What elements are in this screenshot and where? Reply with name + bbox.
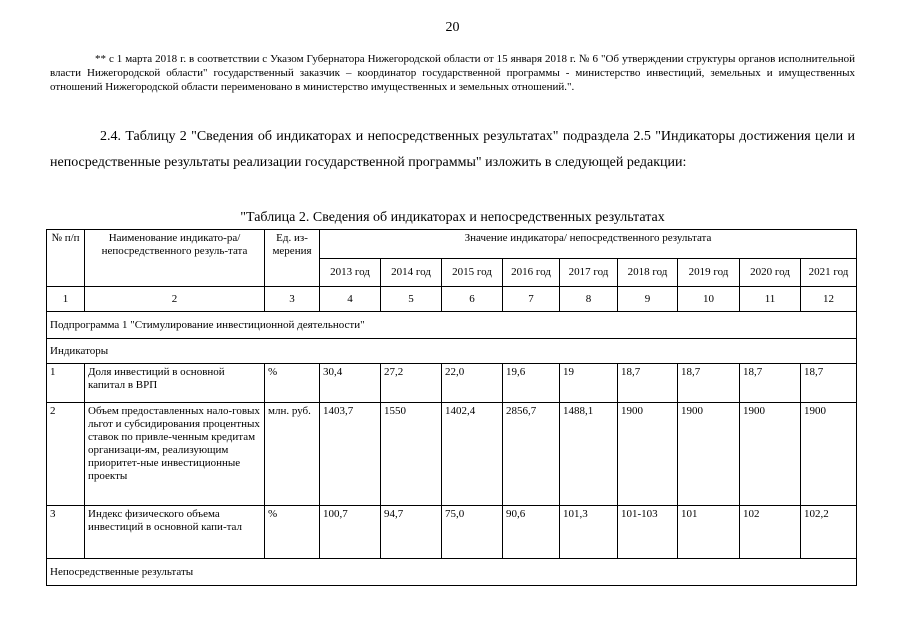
column-number: 10 — [678, 287, 740, 312]
row-value: 18,7 — [618, 364, 678, 403]
row-num: 2 — [47, 403, 85, 506]
row-value: 1900 — [740, 403, 801, 506]
row-value: 1550 — [381, 403, 442, 506]
row-value: 1900 — [801, 403, 857, 506]
row-num: 1 — [47, 364, 85, 403]
row-value: 1900 — [678, 403, 740, 506]
header-year: 2020 год — [740, 259, 801, 287]
row-name: Индекс физического объема инвестиций в основной капи-тал — [85, 506, 265, 559]
footnote: ** с 1 марта 2018 г. в соответствии с Указом Губернатора Нижегородской области от 15 января 2018 г. № 6 "Об утверждении структуры органов исполнительной власти Нижегородской области" государственный заказчик – координатор государственной программы - министерство инвестиций, земельных и имущественных отношений Нижегородской области переименовано в министерство имущественных и земельных отношений.". — [50, 53, 855, 93]
column-number: 8 — [560, 287, 618, 312]
column-number: 6 — [442, 287, 503, 312]
row-name: Объем предоставленных нало-говых льгот и субсидирования процентных ставок по привле-ченным кредитам организаци-ям, реализующим приоритет-ные инвестиционные проекты — [85, 403, 265, 506]
column-number: 3 — [265, 287, 320, 312]
column-number: 9 — [618, 287, 678, 312]
row-value: 30,4 — [320, 364, 381, 403]
header-year: 2013 год — [320, 259, 381, 287]
section-results: Непосредственные результаты — [47, 559, 857, 586]
row-value: 102 — [740, 506, 801, 559]
row-value: 2856,7 — [503, 403, 560, 506]
header-year: 2021 год — [801, 259, 857, 287]
row-value: 18,7 — [678, 364, 740, 403]
header-year: 2018 год — [618, 259, 678, 287]
table-title: "Таблица 2. Сведения об индикаторах и непосредственных результатах — [240, 210, 665, 225]
section-indicators: Индикаторы — [47, 339, 857, 364]
row-value: 1900 — [618, 403, 678, 506]
table-row — [47, 364, 857, 403]
row-name: Доля инвестиций в основной капитал в ВРП — [85, 364, 265, 403]
row-value: 1402,4 — [442, 403, 503, 506]
row-value: 19,6 — [503, 364, 560, 403]
header-value-group: Значение индикатора/ непосредственного результата — [320, 230, 857, 259]
header-year: 2016 год — [503, 259, 560, 287]
page-number: 20 — [445, 20, 460, 35]
table-row — [47, 506, 857, 559]
column-number: 12 — [801, 287, 857, 312]
header-year: 2019 год — [678, 259, 740, 287]
section-row-indicators — [47, 339, 857, 364]
row-value: 18,7 — [801, 364, 857, 403]
row-unit: % — [265, 364, 320, 403]
row-value: 1488,1 — [560, 403, 618, 506]
amendment-paragraph: 2.4. Таблицу 2 "Сведения об индикаторах и непосредственных результатах" подраздела 2.5 "Индикаторы достижения цели и непосредственные результаты реализации государственной программы" изложить в следующей редакции: — [50, 129, 855, 170]
row-value: 100,7 — [320, 506, 381, 559]
header-num: № п/п — [47, 230, 85, 287]
column-number: 2 — [85, 287, 265, 312]
row-value: 22,0 — [442, 364, 503, 403]
header-year: 2015 год — [442, 259, 503, 287]
row-value: 27,2 — [381, 364, 442, 403]
row-value: 19 — [560, 364, 618, 403]
column-number: 1 — [47, 287, 85, 312]
column-number: 5 — [381, 287, 442, 312]
column-number: 4 — [320, 287, 381, 312]
row-value: 75,0 — [442, 506, 503, 559]
row-unit: млн. руб. — [265, 403, 320, 506]
row-value: 94,7 — [381, 506, 442, 559]
indicators-table — [46, 229, 857, 586]
section-row-results — [47, 559, 857, 586]
row-value: 90,6 — [503, 506, 560, 559]
subprogram-row — [47, 312, 857, 339]
row-num: 3 — [47, 506, 85, 559]
row-value: 101,3 — [560, 506, 618, 559]
column-number: 11 — [740, 287, 801, 312]
table-row — [47, 403, 857, 506]
header-unit: Ед. из-мерения — [265, 230, 320, 287]
row-value: 101 — [678, 506, 740, 559]
header-year: 2014 год — [381, 259, 442, 287]
column-number: 7 — [503, 287, 560, 312]
row-value: 102,2 — [801, 506, 857, 559]
row-value: 1403,7 — [320, 403, 381, 506]
subprogram-title: Подпрограмма 1 "Стимулирование инвестиционной деятельности" — [47, 312, 857, 339]
header-row-1 — [47, 230, 857, 259]
column-number-row — [47, 287, 857, 312]
row-unit: % — [265, 506, 320, 559]
row-value: 101-103 — [618, 506, 678, 559]
row-value: 18,7 — [740, 364, 801, 403]
header-name: Наименование индикато-ра/непосредственного резуль-тата — [85, 230, 265, 287]
header-year: 2017 год — [560, 259, 618, 287]
